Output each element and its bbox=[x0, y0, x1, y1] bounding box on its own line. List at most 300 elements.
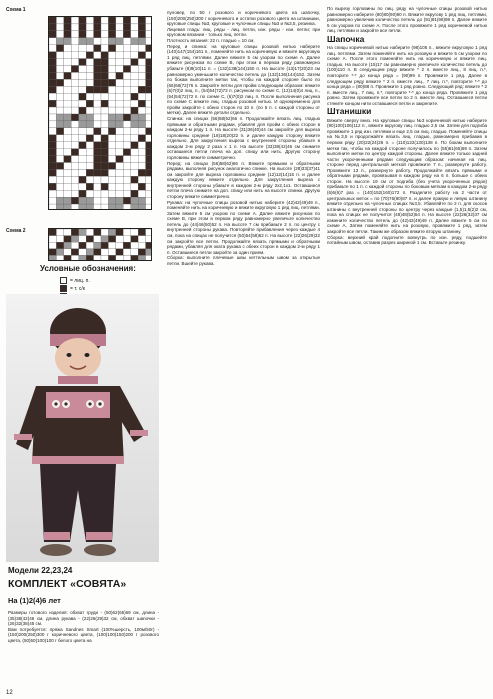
chart-cell bbox=[49, 163, 56, 170]
chart-cell bbox=[86, 59, 93, 66]
chart-cell bbox=[64, 236, 71, 243]
legend-label: = т. c/к bbox=[70, 285, 85, 292]
chart-cell bbox=[116, 204, 123, 210]
chart-cell bbox=[116, 255, 123, 261]
instruction-paragraph: Перед: на спицах (56)58(62)66 п. Вяжите прямыми и обратными рядами, выполняя рисунок аналогично спинке. На высоте (28)33(37)41 см закройте для выреза горловины средние (12)12(14)16 п. и далее каждую сторону вяжите отдельно. Для закругления выреза с внутренней стороны убавьте в каждом 2-м ряду 2х2,1х1. Оставшиеся петли плеча снимите на доп. спицу или нить на высоте спинки. Другую сторону вяжите симметрично. bbox=[167, 160, 320, 199]
chart-cell bbox=[101, 249, 108, 256]
chart-cell bbox=[79, 17, 86, 24]
chart-cell bbox=[56, 176, 63, 183]
chart-cell bbox=[123, 236, 130, 243]
chart-cell bbox=[116, 121, 123, 128]
chart-cell bbox=[64, 79, 71, 86]
chart-cell bbox=[138, 236, 145, 243]
chart-cell bbox=[79, 93, 86, 100]
chart-cell bbox=[138, 128, 145, 135]
chart-cell bbox=[56, 86, 63, 93]
chart-cell bbox=[131, 236, 138, 243]
chart-cell bbox=[56, 79, 63, 86]
chart-cell bbox=[64, 135, 71, 142]
chart-cell bbox=[56, 128, 63, 135]
chart-cell bbox=[79, 59, 86, 66]
chart-cell bbox=[123, 183, 130, 190]
chart-cell bbox=[123, 149, 130, 156]
chart-cell bbox=[131, 135, 138, 142]
chart-cell bbox=[108, 38, 115, 45]
chart-cell bbox=[131, 128, 138, 135]
chart-cell bbox=[123, 38, 130, 45]
chart-cell bbox=[108, 17, 115, 24]
set-title: КОМПЛЕКТ «СОВЯТА» bbox=[8, 578, 127, 590]
chart-cell bbox=[116, 236, 123, 243]
chart-cell bbox=[146, 93, 152, 100]
chart-cell bbox=[56, 197, 63, 204]
chart-cell bbox=[94, 72, 101, 79]
instruction-paragraph: Лицевая гладь: лиц. ряды - лиц. петли, изн. ряды - изн. петли; при круговом вязании - только лиц. петли. bbox=[167, 26, 320, 38]
chart-cell bbox=[101, 52, 108, 59]
chart-cell bbox=[138, 142, 145, 149]
chart-cell bbox=[86, 38, 93, 45]
chart-cell bbox=[71, 183, 78, 190]
chart-cell bbox=[79, 190, 86, 197]
chart-cell bbox=[64, 176, 71, 183]
chart-cell bbox=[49, 169, 56, 176]
chart-cell bbox=[116, 135, 123, 142]
chart-cell bbox=[101, 255, 108, 261]
chart-cell bbox=[146, 107, 152, 114]
chart-cell bbox=[123, 107, 130, 114]
chart-cell bbox=[108, 66, 115, 73]
scheme-1-grid bbox=[49, 17, 152, 210]
chart-cell bbox=[131, 169, 138, 176]
chart-cell bbox=[94, 45, 101, 52]
chart-cell bbox=[101, 114, 108, 121]
chart-cell bbox=[79, 52, 86, 59]
chart-cell bbox=[108, 229, 115, 236]
chart-cell bbox=[49, 72, 56, 79]
chart-cell bbox=[64, 121, 71, 128]
chart-cell bbox=[131, 114, 138, 121]
chart-cell bbox=[71, 149, 78, 156]
chart-cell bbox=[79, 128, 86, 135]
chart-cell bbox=[79, 236, 86, 243]
chart-cell bbox=[108, 72, 115, 79]
chart-cell bbox=[56, 190, 63, 197]
chart-cell bbox=[101, 242, 108, 249]
chart-cell bbox=[131, 149, 138, 156]
chart-cell bbox=[56, 107, 63, 114]
chart-cell bbox=[146, 31, 152, 38]
chart-cell bbox=[94, 169, 101, 176]
chart-cell bbox=[123, 79, 130, 86]
chart-cell bbox=[131, 156, 138, 163]
chart-cell bbox=[116, 197, 123, 204]
chart-cell bbox=[94, 204, 101, 210]
chart-cell bbox=[64, 197, 71, 204]
chart-cell bbox=[138, 176, 145, 183]
chart-cell bbox=[138, 229, 145, 236]
chart-cell bbox=[71, 72, 78, 79]
chart-cell bbox=[101, 31, 108, 38]
chart-cell bbox=[116, 142, 123, 149]
chart-cell bbox=[138, 135, 145, 142]
chart-cell bbox=[49, 236, 56, 243]
chart-cell bbox=[116, 17, 123, 24]
chart-cell bbox=[94, 156, 101, 163]
chart-cell bbox=[64, 66, 71, 73]
chart-cell bbox=[49, 197, 56, 204]
chart-cell bbox=[71, 135, 78, 142]
chart-cell bbox=[49, 255, 56, 261]
chart-cell bbox=[138, 204, 145, 210]
chart-cell bbox=[123, 169, 130, 176]
chart-cell bbox=[101, 45, 108, 52]
chart-cell bbox=[116, 149, 123, 156]
chart-cell bbox=[108, 163, 115, 170]
chart-cell bbox=[138, 17, 145, 24]
chart-cell bbox=[64, 255, 71, 261]
chart-cell bbox=[79, 255, 86, 261]
chart-cell bbox=[49, 79, 56, 86]
chart-cell bbox=[94, 93, 101, 100]
chart-cell bbox=[94, 176, 101, 183]
chart-cell bbox=[79, 176, 86, 183]
chart-cell bbox=[86, 121, 93, 128]
chart-cell bbox=[94, 17, 101, 24]
chart-cell bbox=[101, 72, 108, 79]
chart-cell bbox=[138, 59, 145, 66]
chart-cell bbox=[86, 79, 93, 86]
chart-cell bbox=[131, 242, 138, 249]
chart-cell bbox=[64, 169, 71, 176]
chart-cell bbox=[64, 93, 71, 100]
chart-cell bbox=[64, 249, 71, 256]
chart-cell bbox=[86, 72, 93, 79]
chart-cell bbox=[71, 86, 78, 93]
chart-cell bbox=[94, 59, 101, 66]
chart-cell bbox=[108, 121, 115, 128]
chart-cell bbox=[131, 107, 138, 114]
child-photo bbox=[6, 294, 159, 562]
chart-cell bbox=[131, 100, 138, 107]
chart-cell bbox=[146, 135, 152, 142]
chart-cell bbox=[123, 255, 130, 261]
chart-cell bbox=[123, 66, 130, 73]
chart-cell bbox=[64, 24, 71, 31]
chart-cell bbox=[94, 242, 101, 249]
chart-cell bbox=[123, 86, 130, 93]
chart-cell bbox=[138, 149, 145, 156]
chart-cell bbox=[123, 249, 130, 256]
chart-cell bbox=[86, 183, 93, 190]
chart-cell bbox=[138, 169, 145, 176]
chart-cell bbox=[131, 197, 138, 204]
chart-cell bbox=[79, 24, 86, 31]
chart-cell bbox=[79, 38, 86, 45]
chart-cell bbox=[146, 72, 152, 79]
chart-cell bbox=[86, 107, 93, 114]
chart-cell bbox=[146, 156, 152, 163]
chart-cell bbox=[123, 204, 130, 210]
chart-cell bbox=[64, 204, 71, 210]
chart-cell bbox=[101, 135, 108, 142]
knit-stitch-symbol bbox=[60, 277, 67, 284]
chart-cell bbox=[101, 100, 108, 107]
chart-cell bbox=[108, 86, 115, 93]
chart-cell bbox=[101, 59, 108, 66]
chart-cell bbox=[94, 135, 101, 142]
chart-cell bbox=[108, 24, 115, 31]
chart-cell bbox=[49, 204, 56, 210]
chart-cell bbox=[108, 169, 115, 176]
chart-cell bbox=[108, 31, 115, 38]
chart-cell bbox=[131, 204, 138, 210]
chart-cell bbox=[71, 45, 78, 52]
instruction-paragraph: По вырезу горловины по лиц. ряду на чулочные спицы розовой нитью равномерно наберите (80)80(90)90 п. Вяжите вкругову 1 ряд лиц. петлями, равномерно увеличив количество петель до (91)91(98)98 п. Далее вяжите 5 см узором по схеме А. После этого провяжите 1 ряд коричневой нитью лиц. петлями и закройте все петли. bbox=[327, 6, 487, 34]
chart-cell bbox=[79, 79, 86, 86]
chart-cell bbox=[131, 72, 138, 79]
chart-cell bbox=[71, 236, 78, 243]
chart-cell bbox=[101, 86, 108, 93]
scheme-2-chart bbox=[48, 228, 152, 261]
chart-cell bbox=[86, 52, 93, 59]
chart-cell bbox=[94, 79, 101, 86]
chart-cell bbox=[101, 163, 108, 170]
chart-cell bbox=[56, 66, 63, 73]
chart-cell bbox=[79, 31, 86, 38]
chart-cell bbox=[71, 66, 78, 73]
chart-cell bbox=[64, 149, 71, 156]
chart-cell bbox=[123, 52, 130, 59]
chart-cell bbox=[86, 229, 93, 236]
chart-cell bbox=[64, 45, 71, 52]
chart-cell bbox=[123, 242, 130, 249]
chart-cell bbox=[94, 197, 101, 204]
chart-cell bbox=[138, 114, 145, 121]
chart-cell bbox=[64, 114, 71, 121]
scheme-1-chart bbox=[48, 16, 152, 210]
chart-cell bbox=[49, 183, 56, 190]
chart-cell bbox=[146, 204, 152, 210]
chart-cell bbox=[71, 163, 78, 170]
chart-cell bbox=[56, 242, 63, 249]
chart-cell bbox=[116, 163, 123, 170]
chart-cell bbox=[56, 156, 63, 163]
chart-cell bbox=[131, 190, 138, 197]
chart-cell bbox=[138, 93, 145, 100]
chart-cell bbox=[71, 31, 78, 38]
chart-cell bbox=[146, 169, 152, 176]
chart-cell bbox=[71, 204, 78, 210]
chart-cell bbox=[56, 24, 63, 31]
chart-cell bbox=[86, 17, 93, 24]
chart-cell bbox=[71, 107, 78, 114]
chart-cell bbox=[116, 31, 123, 38]
chart-cell bbox=[64, 107, 71, 114]
chart-cell bbox=[71, 142, 78, 149]
chart-cell bbox=[94, 24, 101, 31]
chart-cell bbox=[138, 52, 145, 59]
chart-cell bbox=[94, 190, 101, 197]
chart-cell bbox=[116, 66, 123, 73]
chart-cell bbox=[49, 93, 56, 100]
chart-cell bbox=[101, 107, 108, 114]
chart-cell bbox=[71, 242, 78, 249]
chart-cell bbox=[64, 52, 71, 59]
chart-cell bbox=[123, 24, 130, 31]
chart-cell bbox=[64, 156, 71, 163]
chart-cell bbox=[86, 142, 93, 149]
chart-cell bbox=[123, 197, 130, 204]
chart-cell bbox=[64, 142, 71, 149]
chart-cell bbox=[138, 121, 145, 128]
chart-cell bbox=[101, 66, 108, 73]
chart-cell bbox=[79, 121, 86, 128]
chart-cell bbox=[49, 107, 56, 114]
chart-cell bbox=[146, 183, 152, 190]
chart-cell bbox=[64, 59, 71, 66]
chart-cell bbox=[49, 38, 56, 45]
chart-cell bbox=[56, 100, 63, 107]
chart-cell bbox=[49, 149, 56, 156]
chart-cell bbox=[64, 163, 71, 170]
chart-cell bbox=[116, 169, 123, 176]
chart-cell bbox=[116, 176, 123, 183]
chart-cell bbox=[146, 59, 152, 66]
chart-cell bbox=[138, 86, 145, 93]
chart-cell bbox=[101, 38, 108, 45]
chart-cell bbox=[116, 249, 123, 256]
chart-cell bbox=[131, 45, 138, 52]
chart-cell bbox=[86, 255, 93, 261]
chart-cell bbox=[86, 86, 93, 93]
chart-cell bbox=[123, 114, 130, 121]
sizes-paragraph: Размеры готового изделия: обхват груди - (60)62(65)69 см, длина - (35)38(42)46 см, длина рукава - (22)26(29)32 см, обхват шапочки - (26)32(38)45 см. bbox=[8, 610, 159, 627]
chart-cell bbox=[116, 93, 123, 100]
chart-cell bbox=[108, 149, 115, 156]
chart-cell bbox=[94, 149, 101, 156]
chart-cell bbox=[108, 142, 115, 149]
chart-cell bbox=[131, 249, 138, 256]
chart-cell bbox=[138, 31, 145, 38]
chart-cell bbox=[71, 176, 78, 183]
chart-cell bbox=[108, 59, 115, 66]
chart-cell bbox=[49, 52, 56, 59]
chart-cell bbox=[71, 156, 78, 163]
chart-cell bbox=[138, 183, 145, 190]
chart-cell bbox=[94, 249, 101, 256]
chart-cell bbox=[71, 249, 78, 256]
chart-cell bbox=[146, 86, 152, 93]
chart-cell bbox=[131, 59, 138, 66]
chart-cell bbox=[131, 79, 138, 86]
chart-cell bbox=[123, 31, 130, 38]
chart-cell bbox=[101, 93, 108, 100]
chart-cell bbox=[138, 190, 145, 197]
chart-cell bbox=[79, 197, 86, 204]
chart-cell bbox=[146, 249, 152, 256]
scheme-2-grid bbox=[49, 229, 152, 261]
chart-cell bbox=[146, 114, 152, 121]
chart-cell bbox=[86, 135, 93, 142]
chart-cell bbox=[86, 190, 93, 197]
chart-cell bbox=[71, 79, 78, 86]
chart-cell bbox=[116, 59, 123, 66]
chart-cell bbox=[138, 242, 145, 249]
chart-cell bbox=[49, 100, 56, 107]
chart-cell bbox=[86, 236, 93, 243]
chart-cell bbox=[146, 24, 152, 31]
chart-cell bbox=[101, 121, 108, 128]
chart-cell bbox=[116, 45, 123, 52]
instruction-paragraph: Вяжите сверху вниз. На круговые спицы №3 коричневой нитью наберите (90)100(106)112 п., вяжите вкругову лиц. гладью 2,5 см. Затем для подгиба провяжите 1 ряд изн. петлями и еще 2,5 см лиц. гладью. Поменяйте спицы на №3,5 и продолжайте вязать лиц. гладью, равномерно прибавив в первом ряду (20)22(24)26 п. = (110)122(130)138 п. По бокам выполните метки так, чтобы на каждой стороне получилось по (55)61(65)69 п. Затем выполните метки по центру каждой стороны. Далее вяжите только задней части укороченными рядами следующим образом: начиная на лиц. стороне перед центральной меткой провяжите 7 п., развернуте работу. Провяжите 13 п., развернуте работу. Продолжайте вязать прямыми и обратными рядами, провязывая в каждом ряду на 6 п. больше с обеих сторон. На высоте 19 см от подгиба (без учета укороченных рядов) прибавьте по 1 п. с каждой стороны по боковым меткам в каждом 2-м ряду (6)6(6)7 раз = (140)152(160)172 п. Разделите работу на 2 части от центральных меток = по (70)76(80)87 п. и далее правую и левую штанину вяжите отдельно на чулочных спицах №3,5. Убавляйте по 2 п. для скосов штанины с внутренней стороны по центру через каждые (1,5)1,5(2)2 см, пока на спицах не получится (48)48(52)54 п. На высоте (22)26(32)37 см измените количество петель до (42)42(49)49 п. Далее вяжите 5 см по схеме А. Затем поменяйте нить на розовую, провяжите 1 ряд, затем закройте все петли. Таким же образом вяжите вторую штанину. bbox=[327, 117, 487, 234]
chart-cell bbox=[123, 59, 130, 66]
chart-cell bbox=[64, 229, 71, 236]
chart-cell bbox=[123, 176, 130, 183]
chart-cell bbox=[138, 255, 145, 261]
chart-cell bbox=[79, 249, 86, 256]
chart-cell bbox=[79, 169, 86, 176]
chart-cell bbox=[146, 163, 152, 170]
chart-cell bbox=[79, 149, 86, 156]
chart-cell bbox=[108, 107, 115, 114]
chart-cell bbox=[138, 163, 145, 170]
chart-cell bbox=[146, 52, 152, 59]
chart-cell bbox=[49, 242, 56, 249]
chart-cell bbox=[49, 135, 56, 142]
chart-cell bbox=[71, 229, 78, 236]
chart-cell bbox=[138, 197, 145, 204]
chart-cell bbox=[146, 121, 152, 128]
materials-paragraph: Вам потребуется: пряжа Sandnes Smart (100%шерсть, 100м/50г) - (150)200(250)300 г коричневого цвета, (100)100(150)200 г розового цвета, (50)50(100)100 г белого цвета на bbox=[8, 626, 159, 643]
chart-cell bbox=[71, 128, 78, 135]
chart-cell bbox=[49, 190, 56, 197]
chart-cell bbox=[101, 17, 108, 24]
chart-cell bbox=[94, 66, 101, 73]
chart-cell bbox=[56, 93, 63, 100]
chart-cell bbox=[94, 114, 101, 121]
chart-cell bbox=[116, 107, 123, 114]
legend-item bbox=[60, 277, 90, 285]
chart-cell bbox=[101, 24, 108, 31]
chart-cell bbox=[56, 149, 63, 156]
chart-cell bbox=[49, 142, 56, 149]
chart-cell bbox=[79, 242, 86, 249]
instruction-paragraph: Плотность вязания: 22 п. гладью = 10 см. bbox=[167, 38, 255, 44]
chart-cell bbox=[86, 128, 93, 135]
chart-cell bbox=[146, 242, 152, 249]
chart-cell bbox=[86, 114, 93, 121]
chart-cell bbox=[123, 135, 130, 142]
chart-cell bbox=[71, 169, 78, 176]
chart-cell bbox=[49, 59, 56, 66]
chart-cell bbox=[123, 121, 130, 128]
chart-cell bbox=[64, 86, 71, 93]
legend-title: Условные обозначения: bbox=[40, 264, 136, 273]
chart-cell bbox=[116, 156, 123, 163]
chart-cell bbox=[108, 114, 115, 121]
chart-cell bbox=[138, 24, 145, 31]
chart-cell bbox=[101, 169, 108, 176]
chart-cell bbox=[71, 100, 78, 107]
chart-cell bbox=[94, 31, 101, 38]
chart-cell bbox=[146, 128, 152, 135]
chart-cell bbox=[94, 100, 101, 107]
chart-cell bbox=[138, 100, 145, 107]
chart-cell bbox=[138, 249, 145, 256]
chart-cell bbox=[86, 45, 93, 52]
chart-cell bbox=[138, 107, 145, 114]
page-number: 12 bbox=[6, 690, 13, 696]
